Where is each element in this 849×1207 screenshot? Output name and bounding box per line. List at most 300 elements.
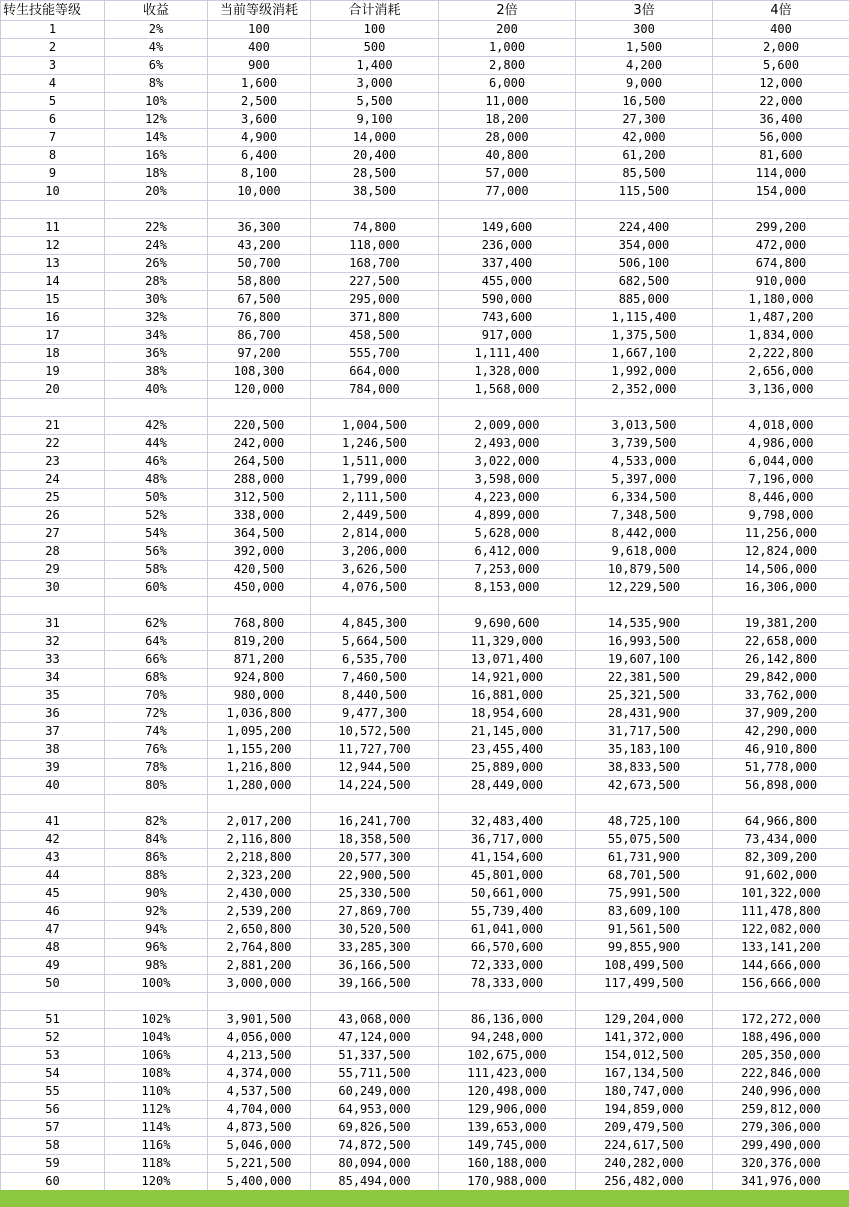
cell-gain: 114% xyxy=(105,1119,208,1137)
cell-gain: 50% xyxy=(105,489,208,507)
cell-gain: 102% xyxy=(105,1011,208,1029)
spacer-row xyxy=(1,795,849,813)
cell-cost-3x: 117,499,500 xyxy=(576,975,713,993)
cell-gain: 12% xyxy=(105,111,208,129)
cell-cost-3x: 16,500 xyxy=(576,93,713,111)
cell-level: 41 xyxy=(1,813,105,831)
cell-current-cost: 1,036,800 xyxy=(208,705,311,723)
cell-cost-4x: 156,666,000 xyxy=(713,975,849,993)
cell-level: 7 xyxy=(1,129,105,147)
cell-cost-3x: 6,334,500 xyxy=(576,489,713,507)
cell-cost-3x: 22,381,500 xyxy=(576,669,713,687)
cell-cost-4x: 14,506,000 xyxy=(713,561,849,579)
table-row xyxy=(1,435,849,453)
cell-current-cost: 288,000 xyxy=(208,471,311,489)
cell-cost-4x: 279,306,000 xyxy=(713,1119,849,1137)
table-row xyxy=(1,633,849,651)
cell-total-cost: 295,000 xyxy=(311,291,439,309)
table-body xyxy=(1,1,849,1191)
cell-level: 20 xyxy=(1,381,105,399)
cell-cost-2x: 917,000 xyxy=(439,327,576,345)
cell-cost-2x: 120,498,000 xyxy=(439,1083,576,1101)
table-row xyxy=(1,705,849,723)
cell-total-cost: 43,068,000 xyxy=(311,1011,439,1029)
cell-gain: 70% xyxy=(105,687,208,705)
cell-level: 21 xyxy=(1,417,105,435)
cell-gain: 26% xyxy=(105,255,208,273)
table-row xyxy=(1,291,849,309)
cell-current-cost: 871,200 xyxy=(208,651,311,669)
cell-cost-4x: 144,666,000 xyxy=(713,957,849,975)
cell-cost-2x: 170,988,000 xyxy=(439,1173,576,1191)
cell-gain: 80% xyxy=(105,777,208,795)
cell-cost-2x: 40,800 xyxy=(439,147,576,165)
cell-cost-3x: 1,500 xyxy=(576,39,713,57)
cell-cost-2x: 32,483,400 xyxy=(439,813,576,831)
empty-cell xyxy=(208,993,311,1011)
cell-current-cost: 4,704,000 xyxy=(208,1101,311,1119)
cell-cost-2x: 590,000 xyxy=(439,291,576,309)
cell-cost-2x: 78,333,000 xyxy=(439,975,576,993)
cell-cost-3x: 55,075,500 xyxy=(576,831,713,849)
table-row xyxy=(1,345,849,363)
empty-cell xyxy=(311,597,439,615)
cell-gain: 44% xyxy=(105,435,208,453)
spacer-row xyxy=(1,201,849,219)
cell-cost-4x: 4,986,000 xyxy=(713,435,849,453)
cell-cost-2x: 2,009,000 xyxy=(439,417,576,435)
cell-cost-4x: 22,658,000 xyxy=(713,633,849,651)
cell-cost-3x: 885,000 xyxy=(576,291,713,309)
cell-cost-4x: 64,966,800 xyxy=(713,813,849,831)
cell-gain: 84% xyxy=(105,831,208,849)
spacer-row xyxy=(1,993,849,1011)
empty-cell xyxy=(713,993,849,1011)
cell-cost-3x: 19,607,100 xyxy=(576,651,713,669)
cell-gain: 22% xyxy=(105,219,208,237)
cell-cost-2x: 4,223,000 xyxy=(439,489,576,507)
cell-total-cost: 2,449,500 xyxy=(311,507,439,525)
cell-current-cost: 2,881,200 xyxy=(208,957,311,975)
table-row xyxy=(1,129,849,147)
cell-level: 10 xyxy=(1,183,105,201)
cell-cost-4x: 172,272,000 xyxy=(713,1011,849,1029)
cell-level: 14 xyxy=(1,273,105,291)
table-row xyxy=(1,1065,849,1083)
cell-gain: 10% xyxy=(105,93,208,111)
cell-gain: 68% xyxy=(105,669,208,687)
cell-current-cost: 6,400 xyxy=(208,147,311,165)
cell-cost-3x: 209,479,500 xyxy=(576,1119,713,1137)
cell-level: 1 xyxy=(1,21,105,39)
table-row xyxy=(1,57,849,75)
cell-current-cost: 36,300 xyxy=(208,219,311,237)
cell-total-cost: 10,572,500 xyxy=(311,723,439,741)
cell-cost-2x: 139,653,000 xyxy=(439,1119,576,1137)
cell-gain: 2% xyxy=(105,21,208,39)
cell-cost-3x: 83,609,100 xyxy=(576,903,713,921)
cell-current-cost: 400 xyxy=(208,39,311,57)
cell-cost-4x: 299,490,000 xyxy=(713,1137,849,1155)
cell-level: 49 xyxy=(1,957,105,975)
cell-cost-3x: 224,617,500 xyxy=(576,1137,713,1155)
cell-cost-2x: 72,333,000 xyxy=(439,957,576,975)
cell-total-cost: 85,494,000 xyxy=(311,1173,439,1191)
cell-total-cost: 1,004,500 xyxy=(311,417,439,435)
empty-cell xyxy=(1,993,105,1011)
empty-cell xyxy=(1,795,105,813)
table-row xyxy=(1,849,849,867)
cell-gain: 34% xyxy=(105,327,208,345)
cell-level: 18 xyxy=(1,345,105,363)
cell-level: 9 xyxy=(1,165,105,183)
cell-cost-3x: 141,372,000 xyxy=(576,1029,713,1047)
cell-level: 28 xyxy=(1,543,105,561)
table-row xyxy=(1,1011,849,1029)
cell-current-cost: 8,100 xyxy=(208,165,311,183)
cell-current-cost: 4,900 xyxy=(208,129,311,147)
cell-total-cost: 500 xyxy=(311,39,439,57)
cell-level: 27 xyxy=(1,525,105,543)
cell-current-cost: 2,017,200 xyxy=(208,813,311,831)
cell-cost-4x: 5,600 xyxy=(713,57,849,75)
cell-gain: 116% xyxy=(105,1137,208,1155)
cell-cost-4x: 188,496,000 xyxy=(713,1029,849,1047)
cell-current-cost: 2,218,800 xyxy=(208,849,311,867)
cell-current-cost: 4,374,000 xyxy=(208,1065,311,1083)
empty-cell xyxy=(713,201,849,219)
cell-total-cost: 371,800 xyxy=(311,309,439,327)
cell-cost-3x: 85,500 xyxy=(576,165,713,183)
cell-cost-2x: 6,000 xyxy=(439,75,576,93)
table-row xyxy=(1,1029,849,1047)
empty-cell xyxy=(105,597,208,615)
cell-level: 44 xyxy=(1,867,105,885)
empty-cell xyxy=(105,399,208,417)
cell-gain: 8% xyxy=(105,75,208,93)
cell-cost-3x: 300 xyxy=(576,21,713,39)
cell-total-cost: 25,330,500 xyxy=(311,885,439,903)
cell-level: 40 xyxy=(1,777,105,795)
cell-total-cost: 12,944,500 xyxy=(311,759,439,777)
cell-cost-3x: 2,352,000 xyxy=(576,381,713,399)
cell-gain: 30% xyxy=(105,291,208,309)
cell-level: 47 xyxy=(1,921,105,939)
cell-current-cost: 924,800 xyxy=(208,669,311,687)
cell-cost-3x: 4,533,000 xyxy=(576,453,713,471)
cell-gain: 14% xyxy=(105,129,208,147)
cell-total-cost: 55,711,500 xyxy=(311,1065,439,1083)
table-row xyxy=(1,525,849,543)
cell-level: 43 xyxy=(1,849,105,867)
cell-level: 38 xyxy=(1,741,105,759)
cell-cost-3x: 240,282,000 xyxy=(576,1155,713,1173)
cell-level: 8 xyxy=(1,147,105,165)
table-row xyxy=(1,363,849,381)
cell-level: 26 xyxy=(1,507,105,525)
table-row xyxy=(1,147,849,165)
cell-total-cost: 64,953,000 xyxy=(311,1101,439,1119)
cell-current-cost: 10,000 xyxy=(208,183,311,201)
header-4x: 4倍 xyxy=(713,1,849,21)
cell-gain: 92% xyxy=(105,903,208,921)
cell-current-cost: 1,216,800 xyxy=(208,759,311,777)
cell-level: 54 xyxy=(1,1065,105,1083)
cell-total-cost: 5,500 xyxy=(311,93,439,111)
cell-cost-4x: 299,200 xyxy=(713,219,849,237)
cell-gain: 76% xyxy=(105,741,208,759)
cell-cost-3x: 38,833,500 xyxy=(576,759,713,777)
cell-current-cost: 4,056,000 xyxy=(208,1029,311,1047)
cell-cost-3x: 16,993,500 xyxy=(576,633,713,651)
cell-total-cost: 1,400 xyxy=(311,57,439,75)
cell-cost-4x: 2,000 xyxy=(713,39,849,57)
cell-current-cost: 3,000,000 xyxy=(208,975,311,993)
cell-cost-2x: 11,000 xyxy=(439,93,576,111)
table-row xyxy=(1,255,849,273)
cell-cost-2x: 7,253,000 xyxy=(439,561,576,579)
cell-level: 33 xyxy=(1,651,105,669)
cell-current-cost: 1,095,200 xyxy=(208,723,311,741)
cell-level: 57 xyxy=(1,1119,105,1137)
cell-current-cost: 450,000 xyxy=(208,579,311,597)
table-row xyxy=(1,687,849,705)
empty-cell xyxy=(439,399,576,417)
cell-gain: 112% xyxy=(105,1101,208,1119)
cell-current-cost: 5,046,000 xyxy=(208,1137,311,1155)
empty-cell xyxy=(439,795,576,813)
cell-cost-4x: 6,044,000 xyxy=(713,453,849,471)
cell-cost-4x: 36,400 xyxy=(713,111,849,129)
cell-gain: 38% xyxy=(105,363,208,381)
empty-cell xyxy=(311,993,439,1011)
cell-current-cost: 2,116,800 xyxy=(208,831,311,849)
cell-total-cost: 22,900,500 xyxy=(311,867,439,885)
cell-level: 15 xyxy=(1,291,105,309)
cell-total-cost: 4,845,300 xyxy=(311,615,439,633)
table-row xyxy=(1,939,849,957)
cell-level: 37 xyxy=(1,723,105,741)
cell-gain: 40% xyxy=(105,381,208,399)
empty-cell xyxy=(105,795,208,813)
cell-current-cost: 420,500 xyxy=(208,561,311,579)
cell-cost-4x: 205,350,000 xyxy=(713,1047,849,1065)
cell-level: 3 xyxy=(1,57,105,75)
cell-total-cost: 1,799,000 xyxy=(311,471,439,489)
cell-gain: 110% xyxy=(105,1083,208,1101)
table-row xyxy=(1,867,849,885)
cell-cost-2x: 1,111,400 xyxy=(439,345,576,363)
cell-gain: 54% xyxy=(105,525,208,543)
cell-cost-4x: 16,306,000 xyxy=(713,579,849,597)
table-row xyxy=(1,1083,849,1101)
cell-cost-4x: 3,136,000 xyxy=(713,381,849,399)
cell-total-cost: 36,166,500 xyxy=(311,957,439,975)
cell-gain: 6% xyxy=(105,57,208,75)
table-row xyxy=(1,381,849,399)
cell-gain: 32% xyxy=(105,309,208,327)
cell-cost-4x: 122,082,000 xyxy=(713,921,849,939)
table-row xyxy=(1,615,849,633)
table-row xyxy=(1,561,849,579)
cell-level: 48 xyxy=(1,939,105,957)
cell-current-cost: 1,280,000 xyxy=(208,777,311,795)
cell-current-cost: 768,800 xyxy=(208,615,311,633)
cell-cost-4x: 341,976,000 xyxy=(713,1173,849,1191)
cell-cost-4x: 12,824,000 xyxy=(713,543,849,561)
cell-cost-4x: 114,000 xyxy=(713,165,849,183)
empty-cell xyxy=(311,399,439,417)
cell-level: 53 xyxy=(1,1047,105,1065)
cell-level: 30 xyxy=(1,579,105,597)
empty-cell xyxy=(439,201,576,219)
cell-gain: 72% xyxy=(105,705,208,723)
cell-current-cost: 3,600 xyxy=(208,111,311,129)
cell-cost-3x: 4,200 xyxy=(576,57,713,75)
cell-cost-4x: 910,000 xyxy=(713,273,849,291)
cell-cost-4x: 56,000 xyxy=(713,129,849,147)
cell-cost-2x: 77,000 xyxy=(439,183,576,201)
table-row xyxy=(1,1173,849,1191)
cell-cost-2x: 55,739,400 xyxy=(439,903,576,921)
cell-total-cost: 3,206,000 xyxy=(311,543,439,561)
empty-cell xyxy=(208,399,311,417)
table-row xyxy=(1,1101,849,1119)
cell-cost-3x: 129,204,000 xyxy=(576,1011,713,1029)
cell-cost-4x: 154,000 xyxy=(713,183,849,201)
cell-cost-2x: 455,000 xyxy=(439,273,576,291)
cell-cost-4x: 1,180,000 xyxy=(713,291,849,309)
cell-total-cost: 27,869,700 xyxy=(311,903,439,921)
cell-level: 29 xyxy=(1,561,105,579)
cell-total-cost: 227,500 xyxy=(311,273,439,291)
cell-cost-3x: 1,375,500 xyxy=(576,327,713,345)
cell-level: 31 xyxy=(1,615,105,633)
empty-cell xyxy=(311,795,439,813)
cell-gain: 64% xyxy=(105,633,208,651)
table-row xyxy=(1,111,849,129)
cell-cost-4x: 91,602,000 xyxy=(713,867,849,885)
cell-cost-2x: 45,801,000 xyxy=(439,867,576,885)
cell-total-cost: 664,000 xyxy=(311,363,439,381)
table-row xyxy=(1,237,849,255)
cell-cost-2x: 102,675,000 xyxy=(439,1047,576,1065)
cell-cost-3x: 1,667,100 xyxy=(576,345,713,363)
cell-cost-4x: 7,196,000 xyxy=(713,471,849,489)
cell-gain: 66% xyxy=(105,651,208,669)
cell-current-cost: 264,500 xyxy=(208,453,311,471)
cell-gain: 74% xyxy=(105,723,208,741)
cell-current-cost: 900 xyxy=(208,57,311,75)
cell-current-cost: 43,200 xyxy=(208,237,311,255)
table-row xyxy=(1,327,849,345)
cell-level: 13 xyxy=(1,255,105,273)
cell-total-cost: 168,700 xyxy=(311,255,439,273)
cell-current-cost: 86,700 xyxy=(208,327,311,345)
cell-level: 50 xyxy=(1,975,105,993)
table-row xyxy=(1,93,849,111)
cell-gain: 58% xyxy=(105,561,208,579)
cell-cost-4x: 56,898,000 xyxy=(713,777,849,795)
cell-cost-3x: 1,115,400 xyxy=(576,309,713,327)
cell-level: 5 xyxy=(1,93,105,111)
cell-current-cost: 2,323,200 xyxy=(208,867,311,885)
cell-current-cost: 2,430,000 xyxy=(208,885,311,903)
header-3x: 3倍 xyxy=(576,1,713,21)
cell-cost-2x: 57,000 xyxy=(439,165,576,183)
cell-total-cost: 11,727,700 xyxy=(311,741,439,759)
cell-cost-3x: 61,200 xyxy=(576,147,713,165)
cell-cost-2x: 6,412,000 xyxy=(439,543,576,561)
cell-level: 36 xyxy=(1,705,105,723)
cell-cost-2x: 160,188,000 xyxy=(439,1155,576,1173)
cell-gain: 88% xyxy=(105,867,208,885)
cell-current-cost: 242,000 xyxy=(208,435,311,453)
cell-cost-3x: 48,725,100 xyxy=(576,813,713,831)
cell-level: 45 xyxy=(1,885,105,903)
cell-current-cost: 220,500 xyxy=(208,417,311,435)
cell-gain: 20% xyxy=(105,183,208,201)
cell-cost-2x: 25,889,000 xyxy=(439,759,576,777)
header-total-cost: 合计消耗 xyxy=(311,1,439,21)
cell-level: 2 xyxy=(1,39,105,57)
cell-cost-3x: 7,348,500 xyxy=(576,507,713,525)
cell-gain: 42% xyxy=(105,417,208,435)
cell-total-cost: 18,358,500 xyxy=(311,831,439,849)
cell-total-cost: 39,166,500 xyxy=(311,975,439,993)
cell-level: 25 xyxy=(1,489,105,507)
empty-cell xyxy=(105,993,208,1011)
cell-gain: 86% xyxy=(105,849,208,867)
cell-level: 39 xyxy=(1,759,105,777)
cell-cost-2x: 36,717,000 xyxy=(439,831,576,849)
cell-cost-2x: 129,906,000 xyxy=(439,1101,576,1119)
cell-current-cost: 819,200 xyxy=(208,633,311,651)
table-row xyxy=(1,831,849,849)
cell-cost-4x: 2,222,800 xyxy=(713,345,849,363)
cell-gain: 78% xyxy=(105,759,208,777)
cell-gain: 118% xyxy=(105,1155,208,1173)
cell-cost-2x: 236,000 xyxy=(439,237,576,255)
cell-gain: 24% xyxy=(105,237,208,255)
cell-level: 16 xyxy=(1,309,105,327)
empty-cell xyxy=(1,201,105,219)
cell-cost-4x: 472,000 xyxy=(713,237,849,255)
cell-gain: 98% xyxy=(105,957,208,975)
cell-current-cost: 67,500 xyxy=(208,291,311,309)
cell-total-cost: 16,241,700 xyxy=(311,813,439,831)
cell-total-cost: 1,511,000 xyxy=(311,453,439,471)
empty-cell xyxy=(576,993,713,1011)
cell-level: 56 xyxy=(1,1101,105,1119)
cell-gain: 120% xyxy=(105,1173,208,1191)
cell-cost-4x: 11,256,000 xyxy=(713,525,849,543)
cell-level: 22 xyxy=(1,435,105,453)
cell-gain: 106% xyxy=(105,1047,208,1065)
cell-cost-2x: 111,423,000 xyxy=(439,1065,576,1083)
cell-cost-2x: 1,568,000 xyxy=(439,381,576,399)
cell-total-cost: 74,800 xyxy=(311,219,439,237)
cell-cost-3x: 194,859,000 xyxy=(576,1101,713,1119)
table-row xyxy=(1,579,849,597)
cell-current-cost: 100 xyxy=(208,21,311,39)
cell-cost-3x: 27,300 xyxy=(576,111,713,129)
cell-current-cost: 2,764,800 xyxy=(208,939,311,957)
table-row xyxy=(1,489,849,507)
cell-gain: 48% xyxy=(105,471,208,489)
cell-total-cost: 100 xyxy=(311,21,439,39)
cell-total-cost: 7,460,500 xyxy=(311,669,439,687)
